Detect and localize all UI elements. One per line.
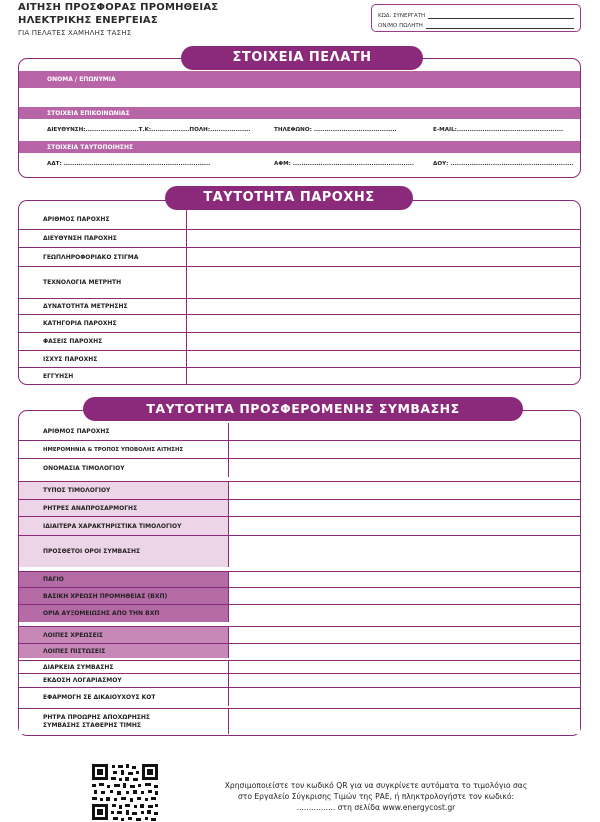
contract-row-label: ΛΟΙΠΕΣ ΠΙΣΤΩΣΕΙΣ [19, 644, 229, 658]
contract-row-label: ΗΜΕΡΟΜΗΝΙΑ & ΤΡΟΠΟΣ ΥΠΟΒΟΛΗΣ ΑΙΤΗΣΗΣ [19, 441, 229, 458]
supply-row-label: ΑΡΙΘΜΟΣ ΠΑΡΟΧΗΣ [19, 210, 187, 229]
contract-row-label: ΛΟΙΠΕΣ ΧΡΕΩΣΕΙΣ [19, 627, 229, 643]
contract-row [19, 587, 580, 604]
contract-row-value[interactable] [229, 644, 580, 658]
contract-row [19, 660, 580, 673]
contract-row [19, 687, 580, 706]
contract-row [19, 626, 580, 643]
qr-instructions-line2: στο Εργαλείο Σύγκρισης Τιμών της ΡΑΕ, ή πληκτρολογήστε τον κωδικό: [237, 792, 515, 801]
contract-row-value[interactable] [229, 688, 580, 706]
contract-row-label: ΔΙΑΡΚΕΙΑ ΣΥΜΒΑΣΗΣ [19, 661, 229, 673]
contract-row-value[interactable] [229, 482, 580, 499]
supply-section [18, 200, 581, 385]
contract-row [19, 516, 580, 535]
contract-section [18, 410, 581, 736]
contract-row [19, 499, 580, 516]
contract-row [19, 535, 580, 567]
contract-row [19, 440, 580, 458]
supply-row-label: ΚΑΤΗΓΟΡΙΑ ΠΑΡΟΧΗΣ [19, 315, 187, 332]
partner-code-field[interactable] [378, 9, 574, 19]
supply-row [19, 298, 580, 314]
qr-instructions-line3: ................ στη σελίδα www.energycost.gr [296, 803, 456, 812]
afm-field[interactable]: ΑΦΜ: ......................................................... [274, 161, 414, 167]
contract-row-label: ΠΡΟΣΘΕΤΟΙ ΟΡΟΙ ΣΥΜΒΑΣΗΣ [19, 536, 229, 567]
contract-row-label: ΙΔΙΑΙΤΕΡΑ ΧΑΡΑΚΤΗΡΙΣΤΙΚΑ ΤΙΜΟΛΟΓΙΟΥ [19, 517, 229, 535]
supply-row [19, 266, 580, 298]
name-field[interactable] [19, 88, 580, 105]
contract-row-value[interactable] [229, 627, 580, 643]
supply-row-value[interactable] [187, 210, 580, 229]
supply-row-value[interactable] [187, 368, 580, 384]
supply-row-label: ΦΑΣΕΙΣ ΠΑΡΟΧΗΣ [19, 333, 187, 350]
seller-name-field[interactable] [378, 19, 574, 29]
contract-row-value[interactable] [229, 674, 580, 687]
early-exit-label-line1: ΡΗΤΡΑ ΠΡΟΩΡΗΣ ΑΠΟΧΩΡΗΣΗΣ [43, 713, 150, 721]
customer-section-heading: ΣΤΟΙΧΕΙΑ ΠΕΛΑΤΗ [181, 46, 423, 70]
contract-row-value[interactable] [229, 661, 580, 673]
identity-row [19, 155, 580, 173]
name-band: ΟΝΟΜΑ / ΕΠΩΝΥΜΙΑ [19, 71, 580, 88]
contract-row-value[interactable] [229, 709, 580, 734]
supply-row-label: ΕΓΓΥΗΣΗ [19, 368, 187, 384]
contact-row [19, 121, 580, 138]
contract-row-value[interactable] [229, 500, 580, 516]
contract-row-value[interactable] [229, 536, 580, 567]
contract-row [19, 571, 580, 587]
supply-row-value[interactable] [187, 248, 580, 266]
form-title-line1: ΑΙΤΗΣΗ ΠΡΟΣΦΟΡΑΣ ΠΡΟΜΗΘΕΙΑΣ [18, 2, 219, 13]
phone-field[interactable]: ΤΗΛΕΦΩΝΟ: ....................................... [274, 126, 397, 133]
id-card-field[interactable]: ΑΔΤ: ..................................................................... [47, 161, 211, 167]
contract-row-value[interactable] [229, 441, 580, 458]
contract-row [19, 708, 580, 734]
supply-row-value[interactable] [187, 351, 580, 367]
form-title-line2: ΗΛΕΚΤΡΙΚΗΣ ΕΝΕΡΓΕΙΑΣ [18, 14, 158, 26]
supply-row [19, 332, 580, 350]
qr-instructions-line1: Χρησιμοποιείστε τον κωδικό QR για να συγκρίνετε αυτόματα το τιμολόγιο σας [224, 781, 528, 790]
supply-row-value[interactable] [187, 267, 580, 298]
form-subtitle: ΓΙΑ ΠΕΛΑΤΕΣ ΧΑΜΗΛΗΣ ΤΑΣΗΣ [18, 29, 132, 37]
contract-row-label: ΟΝΟΜΑΣΙΑ ΤΙΜΟΛΟΓΙΟΥ [19, 459, 229, 477]
contract-row [19, 458, 580, 477]
partner-box [371, 4, 581, 32]
contract-row [19, 604, 580, 622]
supply-row [19, 350, 580, 367]
qr-instructions [172, 780, 580, 813]
supply-row-label: ΤΕΧΝΟΛΟΓΙΑ ΜΕΤΡΗΤΗ [19, 267, 187, 298]
contract-row-label: ΑΡΙΘΜΟΣ ΠΑΡΟΧΗΣ [19, 423, 229, 440]
contract-row-label: ΡΗΤΡΕΣ ΑΝΑΠΡΟΣΑΡΜΟΓΗΣ [19, 500, 229, 516]
partner-code-label: ΚΩΔ. ΣΥΝΕΡΓΑΤΗ [378, 13, 426, 19]
form-title [18, 2, 218, 27]
seller-name-label: ΟΝ/ΜΟ ΠΩΛΗΤΗ [378, 23, 423, 29]
contract-row-value[interactable] [229, 572, 580, 587]
contract-row-value[interactable] [229, 459, 580, 477]
supply-section-heading: ΤΑΥΤΟΤΗΤΑ ΠΑΡΟΧΗΣ [165, 186, 413, 210]
contract-row-label: ΠΑΓΙΟ [19, 572, 229, 587]
supply-row-label: ΓΕΩΠΛΗΡΟΦΟΡΙΑΚΟ ΣΤΙΓΜΑ [19, 248, 187, 266]
contract-row-label: ΕΚΔΟΣΗ ΛΟΓΑΡΙΑΣΜΟΥ [19, 674, 229, 687]
address-field[interactable]: ΔΙΕΥΘΥΝΣΗ:.........................Τ.Κ:..................ΠΟΛΗ:................... [47, 126, 251, 133]
supply-row-value[interactable] [187, 230, 580, 247]
contact-band: ΣΤΟΙΧΕΙΑ ΕΠΙΚΟΙΝΩΝΙΑΣ [19, 107, 580, 119]
contract-row-label: ΟΡΙΑ ΑΥΞΟΜΕΙΩΣΗΣ ΑΠΟ ΤΗΝ ΒΧΠ [19, 605, 229, 622]
contract-row-value[interactable] [229, 517, 580, 535]
contract-row-label: ΒΑΣΙΚΗ ΧΡΕΩΣΗ ΠΡΟΜΗΘΕΙΑΣ (ΒΧΠ) [19, 588, 229, 604]
contract-row [19, 423, 580, 440]
supply-row-label: ΔΥΝΑΤΟΤΗΤΑ ΜΕΤΡΗΣΗΣ [19, 299, 187, 314]
contract-row [19, 673, 580, 687]
email-field[interactable]: E-MAIL:.................................................. [433, 126, 564, 133]
doy-field[interactable]: ΔΟΥ: .......................................................... [433, 161, 574, 167]
supply-row [19, 229, 580, 247]
contract-row [19, 643, 580, 658]
customer-section [18, 58, 581, 178]
supply-row [19, 210, 580, 229]
supply-row-value[interactable] [187, 315, 580, 332]
early-exit-label [19, 709, 229, 734]
contract-row-value[interactable] [229, 423, 580, 440]
supply-row [19, 247, 580, 266]
supply-row-value[interactable] [187, 333, 580, 350]
contract-section-heading: ΤΑΥΤΟΤΗΤΑ ΠΡΟΣΦΕΡΟΜΕΝΗΣ ΣΥΜΒΑΣΗΣ [83, 397, 523, 421]
contract-row-value[interactable] [229, 588, 580, 604]
contract-row-label: ΤΥΠΟΣ ΤΙΜΟΛΟΓΙΟΥ [19, 482, 229, 499]
supply-row [19, 314, 580, 332]
early-exit-label-line2: ΣΥΜΒΑΣΗΣ ΣΤΑΘΕΡΗΣ ΤΙΜΗΣ [43, 721, 141, 729]
contract-row [19, 481, 580, 499]
contract-row-value[interactable] [229, 605, 580, 622]
supply-row-value[interactable] [187, 299, 580, 314]
supply-row [19, 367, 580, 384]
identity-band: ΣΤΟΙΧΕΙΑ ΤΑΥΤΟΠΟΙΗΣΗΣ [19, 141, 580, 153]
supply-row-label: ΙΣΧΥΣ ΠΑΡΟΧΗΣ [19, 351, 187, 367]
qr-code-icon [90, 762, 160, 822]
contract-row-label: ΕΦΑΡΜΟΓΗ ΣΕ ΔΙΚΑΙΟΥΧΟΥΣ ΚΟΤ [19, 688, 229, 706]
supply-row-label: ΔΙΕΥΘΥΝΣΗ ΠΑΡΟΧΗΣ [19, 230, 187, 247]
